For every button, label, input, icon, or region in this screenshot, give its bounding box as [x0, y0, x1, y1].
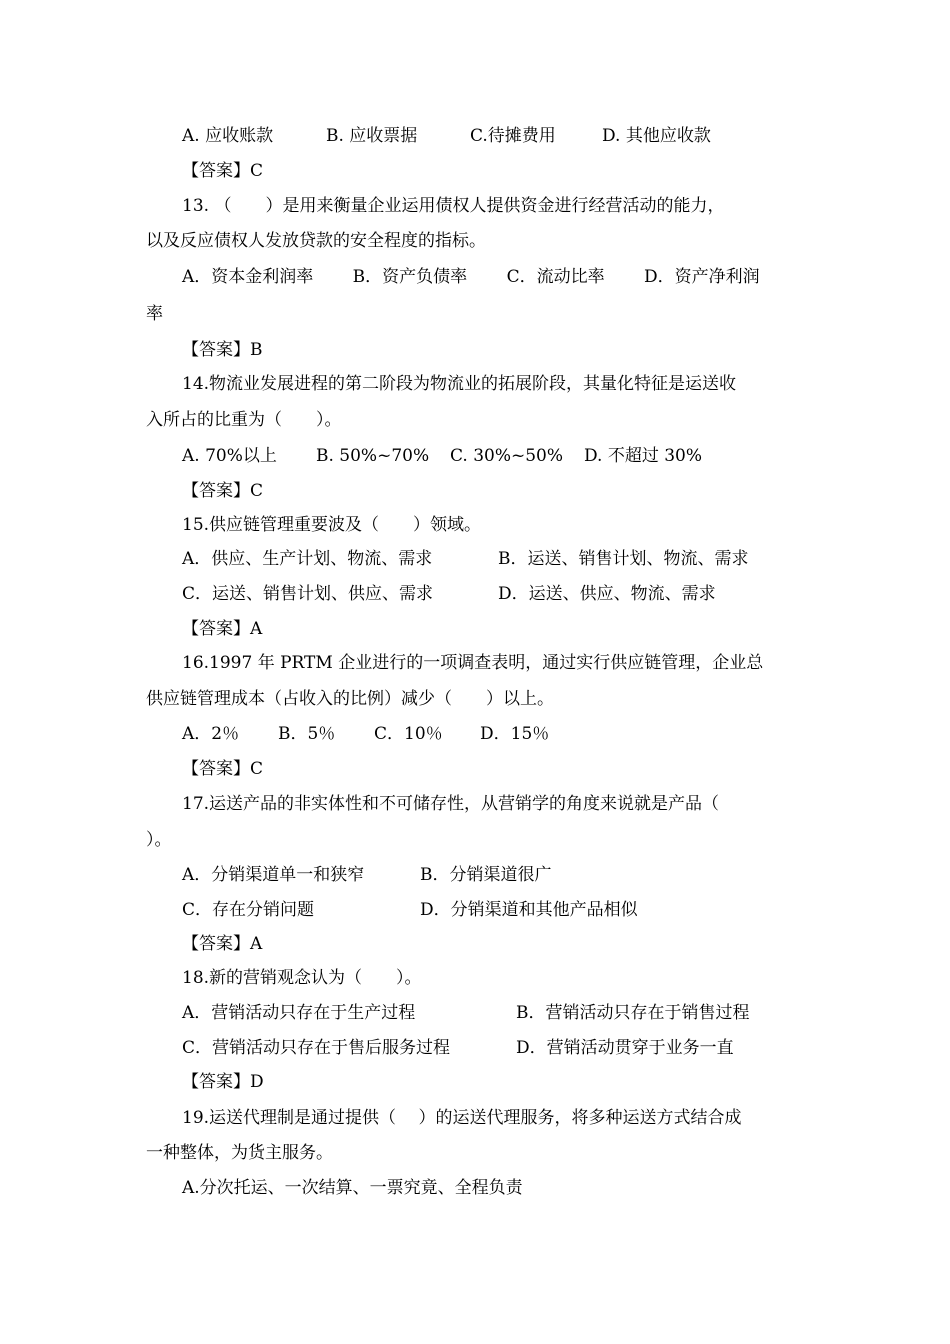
q14-option-a: A. 70%以上 [182, 446, 277, 466]
q15-option-d: D．运送、供应、物流、需求 [498, 584, 716, 604]
q13-options-line2: 率 [146, 304, 163, 324]
q17-option-c: C．存在分销问题 [182, 900, 315, 920]
q18-option-b: B．营销活动只存在于销售过程 [516, 1003, 750, 1023]
q16-option-a: A．2％ [182, 724, 240, 744]
q15-answer: 【答案】A [182, 619, 263, 639]
q16-answer: 【答案】C [182, 759, 264, 779]
q14-option-d: D. 不超过 30% [584, 446, 703, 466]
q13-stem-line1: 13. （ ）是用来衡量企业运用债权人提供资金进行经营活动的能力， [182, 196, 725, 216]
q16-stem-line1: 16.1997 年 PRTM 企业进行的一项调查表明，通过实行供应链管理，企业总 [182, 653, 764, 673]
q12-answer: 【答案】C [182, 161, 264, 181]
q12-option-c: C.待摊费用 [470, 126, 556, 146]
q19-stem-line1: 19.运送代理制是通过提供（ ）的运送代理服务，将多种运送方式结合成 [182, 1108, 742, 1128]
q15-stem: 15.供应链管理重要波及（ ）领域。 [182, 515, 482, 535]
q14-option-c: C. 30%~50% [450, 446, 564, 466]
q17-answer: 【答案】A [182, 934, 263, 954]
q18-option-a: A．营销活动只存在于生产过程 [182, 1003, 416, 1023]
q16-option-d: D．15％ [480, 724, 550, 744]
q15-option-a: A．供应、生产计划、物流、需求 [182, 549, 433, 569]
q15-option-c: C．运送、销售计划、供应、需求 [182, 584, 434, 604]
q13-answer: 【答案】B [182, 340, 263, 360]
q16-option-c: C．10％ [374, 724, 443, 744]
q18-option-d: D．营销活动贯穿于业务一直 [516, 1038, 734, 1058]
q14-stem-line2: 入所占的比重为（ ）。 [146, 410, 342, 430]
q19-option-a: A.分次托运、一次结算、一票究竟、全程负责 [182, 1178, 523, 1198]
q17-stem-line1: 17.运送产品的非实体性和不可储存性，从营销学的角度来说就是产品（ [182, 794, 720, 814]
q17-option-a: A．分销渠道单一和狭窄 [182, 865, 365, 885]
q12-option-b: B. 应收票据 [326, 126, 418, 146]
q18-option-c: C．营销活动只存在于售后服务过程 [182, 1038, 451, 1058]
q13-options-line1: A．资本金利润率 B．资产负债率 C．流动比率 D．资产净利润 [182, 267, 760, 287]
q13-stem-line2: 以及反应债权人发放贷款的安全程度的指标。 [146, 231, 486, 251]
q14-stem-line1: 14.物流业发展进程的第二阶段为物流业的拓展阶段，其量化特征是运送收 [182, 374, 737, 394]
q12-option-d: D. 其他应收款 [602, 126, 711, 146]
q15-option-b: B．运送、销售计划、物流、需求 [498, 549, 749, 569]
q19-stem-line2: 一种整体，为货主服务。 [146, 1143, 333, 1163]
q17-stem-line2: ）。 [146, 830, 172, 850]
q17-option-b: B．分销渠道很广 [420, 865, 552, 885]
q14-option-b: B. 50%~70% [316, 446, 430, 466]
q16-option-b: B．5％ [278, 724, 336, 744]
q14-answer: 【答案】C [182, 481, 264, 501]
q17-option-d: D．分销渠道和其他产品相似 [420, 900, 638, 920]
q12-option-a: A. 应收账款 [182, 126, 274, 146]
q16-stem-line2: 供应链管理成本（占收入的比例）减少（ ）以上。 [146, 689, 554, 709]
q18-stem: 18.新的营销观念认为（ ）。 [182, 968, 422, 988]
q18-answer: 【答案】D [182, 1072, 264, 1092]
